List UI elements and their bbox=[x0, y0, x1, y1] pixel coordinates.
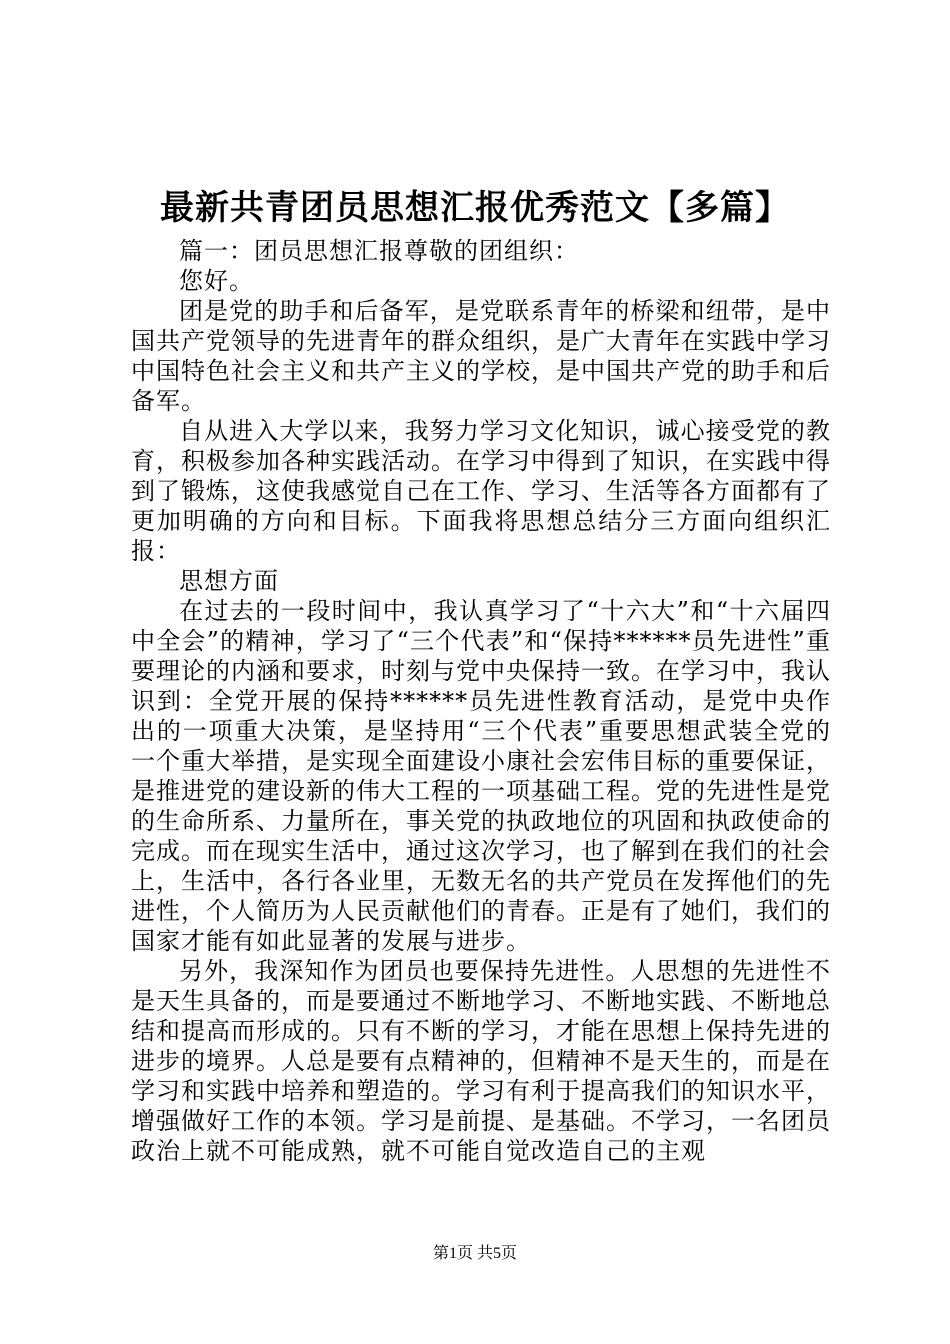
paragraph-subheading-thought: 思想方面 bbox=[179, 567, 279, 595]
paragraph-university: 自从进入大学以来，我努力学习文化知识，诚心接受党的教育，积极参加各种实践活动。在学习中得到了知识，在实践中得到了锻炼，这使我感觉自己在工作、学习、生活等各方面都有了更加明确的方向和目标。下面我将思想总结分三方面向组织汇报： bbox=[131, 417, 831, 565]
paragraph-greeting: 您好。 bbox=[179, 267, 254, 295]
document-title: 最新共青团员思想汇报优秀范文【多篇】 bbox=[160, 188, 790, 228]
paragraph-advancement: 另外，我深知作为团员也要保持先进性。人思想的先进性不是天生具备的，而是要通过不断地学习、不断地实践、不断地总结和提高而形成的。只有不断的学习，才能在思想上保持先进的进步的境界。人总是要有点精神的，但精神不是天生的，而是在学习和实践中培养和塑造的。学习有利于提高我们的知识水平，增强做好工作的本领。学习是前提、是基础。不学习，一名团员政治上就不可能成熟，就不可能自觉改造自己的主观 bbox=[131, 957, 831, 1165]
document-body bbox=[131, 236, 831, 1166]
paragraph-section-heading: 篇一：团员思想汇报尊敬的团组织： bbox=[179, 237, 579, 265]
page-footer: 第1页 共5页 bbox=[432, 1245, 517, 1262]
paragraph-study: 在过去的一段时间中，我认真学习了“十六大”和“十六届四中全会”的精神，学习了“三个代表”和“保持******员先进性”重要理论的内涵和要求，时刻与党中央保持一致。在学习中，我认识到：全党开展的保持******员先进性教育活动，是党中央作出的一项重大决策，是坚持用“三个代表”重要思想武装全党的一个重大举措，是实现全面建设小康社会宏伟目标的重要保证，是推进党的建设新的伟大工程的一项基础工程。党的先进性是党的生命所系、力量所在，事关党的执政地位的巩固和执政使命的完成。而在现实生活中，通过这次学习，也了解到在我们的社会上，生活中，各行各业里，无数无名的共产党员在发挥他们的先进性，个人简历为人民贡献他们的青春。正是有了她们，我们的国家才能有如此显著的发展与进步。 bbox=[131, 597, 831, 955]
paragraph-intro: 团是党的助手和后备军，是党联系青年的桥梁和纽带，是中国共产党领导的先进青年的群众组织，是广大青年在实践中学习中国特色社会主义和共产主义的学校，是中国共产党的助手和后备军。 bbox=[131, 297, 831, 415]
